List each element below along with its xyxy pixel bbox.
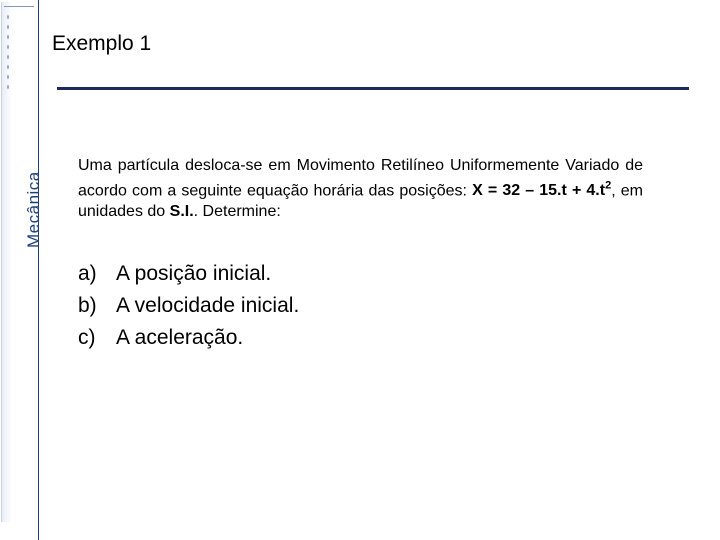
statement-part1: Uma partícula desloca-se em Movimento Retilíneo Uniformemente Variado de acordo com a seguinte equação horária das posições: <box>78 157 643 200</box>
equation <box>472 182 611 199</box>
problem-statement <box>78 155 643 222</box>
equation-text: X = 32 – 15.t + 4.t <box>472 182 606 200</box>
sidebar-top-line <box>4 6 34 7</box>
sidebar-vertical-title: Mecânica <box>24 171 43 248</box>
statement-part3: . Determine: <box>193 203 281 221</box>
list-item-text: A velocidade inicial. <box>116 294 300 317</box>
sidebar-bottom <box>0 523 38 540</box>
slide-title: Exemplo 1 <box>52 32 152 55</box>
list-item <box>78 290 299 322</box>
equation-exponent: 2 <box>605 180 612 192</box>
list-item <box>78 258 299 290</box>
sidebar <box>0 0 43 540</box>
question-list <box>78 258 299 354</box>
list-marker: c) <box>78 326 96 349</box>
list-marker: a) <box>78 262 97 285</box>
title-divider <box>57 87 689 90</box>
sidebar-dots <box>6 12 10 92</box>
list-item <box>78 322 299 354</box>
list-marker: b) <box>78 294 97 317</box>
list-item-text: A aceleração. <box>116 326 244 349</box>
units: S.I. <box>169 203 194 221</box>
statement-part2: , em unidades do <box>78 182 644 221</box>
list-item-text: A posição inicial. <box>116 262 272 285</box>
